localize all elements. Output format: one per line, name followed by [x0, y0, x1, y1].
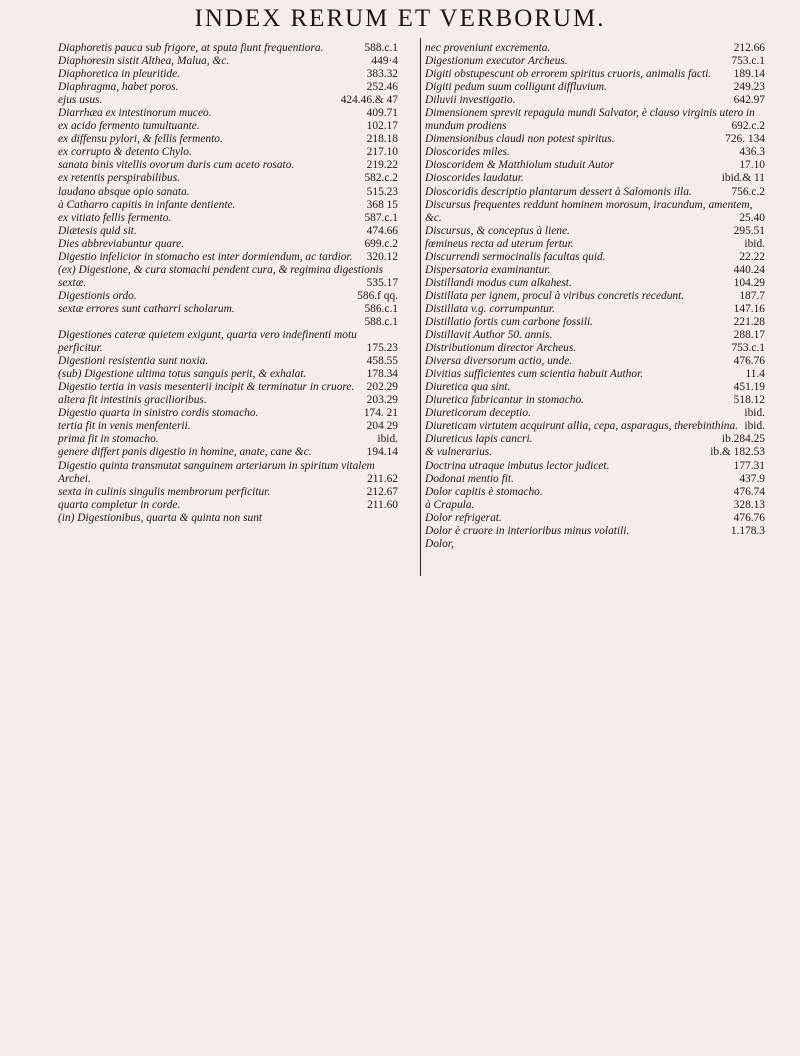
index-entry [58, 329, 398, 355]
entry-text: Dolor, [425, 537, 454, 550]
index-entry [58, 133, 398, 146]
index-entry [425, 264, 765, 277]
entry-page-reference: 288.17 [731, 329, 765, 342]
entry-text: Discursus, & conceptus à liene. [425, 224, 570, 237]
entry-page-reference: 218.18 [364, 133, 398, 146]
entry-page-reference: ibid. [374, 433, 398, 446]
entry-page-reference: 219.22 [364, 159, 398, 172]
index-entry [425, 107, 765, 133]
entry-page-reference: 202.29 [364, 381, 398, 394]
entry-text: Digestio quinta transmutat sanguinem arteriarum in spiritum vitalem Archei. [58, 459, 375, 485]
entry-text: fœmineus recta ad uterum fertur. [425, 237, 574, 250]
entry-text: Divitias sufficientes cum scientia habuit Author. [425, 368, 644, 381]
entry-text: Dioscorides miles. [425, 146, 510, 159]
entry-page-reference: 1.178.3 [728, 525, 765, 538]
index-entry [58, 238, 398, 251]
entry-page-reference: 582.c.2 [361, 172, 398, 185]
entry-page-reference: 22.22 [736, 251, 765, 264]
index-entry [425, 303, 765, 316]
entry-page-reference: 424.46.& 47 [338, 94, 398, 107]
entry-page-reference: 328.13 [731, 499, 765, 512]
entry-page-reference: 440.24 [731, 264, 765, 277]
index-entry [425, 473, 765, 486]
index-entry [58, 446, 398, 459]
right-index-column [425, 42, 765, 1042]
entry-page-reference: 211.60 [364, 499, 398, 512]
entry-text: Doctrina utraque imbutus lector judicet. [425, 459, 610, 472]
entry-text: Digestio infelicior in stomacho est inter dormiendum, ac tardior. [58, 250, 353, 263]
page-header [0, 0, 800, 41]
entry-text: Diversa diversorum actio, unde. [425, 355, 573, 368]
entry-page-reference: 211.62 [364, 473, 398, 486]
index-entry [58, 433, 398, 446]
entry-page-reference: 476.76 [731, 512, 765, 525]
entry-page-reference: 476.76 [731, 355, 765, 368]
index-entry [58, 159, 398, 172]
entry-page-reference: 436.3 [736, 146, 765, 159]
entry-text: à Catharro capitis in infante dentiente. [58, 198, 236, 211]
entry-text: nec proveniunt excrementa. [425, 42, 551, 54]
column-divider [420, 38, 421, 576]
entry-text: Diluvii investigatio. [425, 94, 516, 107]
entry-page-reference: 175.23 [364, 342, 398, 355]
index-entry [58, 94, 398, 107]
entry-text: (in) Digestionibus, quarta & quinta non sunt [58, 511, 263, 524]
entry-text: Dolor è cruore in interioribus minus volatili. [425, 524, 630, 537]
entry-text: Diaphoresin sistit Althea, Malua, &c. [58, 55, 230, 68]
index-entry [58, 499, 398, 512]
index-entry [425, 446, 765, 459]
entry-page-reference: 368 15 [364, 199, 398, 212]
entry-page-reference: 383.32 [364, 68, 398, 81]
index-entry [58, 42, 398, 55]
entry-text: tertia fit in venis menfenterii. [58, 420, 191, 433]
entry-page-reference: 437.9 [736, 473, 765, 486]
entry-text: Dolor capitis è stomacho. [425, 485, 543, 498]
index-entry [425, 94, 765, 107]
entry-page-reference: 147.16 [731, 303, 765, 316]
entry-page-reference: ibid.& 11 [719, 172, 765, 185]
entry-text: Distillandi modus cum alkahest. [425, 276, 572, 289]
index-entry [425, 42, 765, 55]
entry-text: prima fit in stomacho. [58, 433, 159, 446]
entry-page-reference: 458.55 [364, 355, 398, 368]
entry-page-reference: 295.51 [731, 225, 765, 238]
index-entry [425, 199, 765, 225]
entry-page-reference: 753.c.1 [728, 342, 765, 355]
entry-page-reference: 535.17 [364, 277, 398, 290]
entry-text: Digiti obstupescunt ob errorem spiritus cruoris, animalis facti. [425, 68, 712, 81]
entry-text: Dimensionem sprevit repagula mundi Salvator, è clauso virginis utero in mundum prodiens [425, 107, 755, 133]
entry-page-reference: ibid. [741, 407, 765, 420]
index-entry [425, 499, 765, 512]
index-entry [58, 146, 398, 159]
index-entry [425, 316, 765, 329]
entry-text: (ex) Digestione, & cura stomachi pendent cura, & regimina digestionis sextæ. [58, 263, 384, 289]
index-entry [425, 394, 765, 407]
entry-page-reference: 699.c.2 [361, 238, 398, 251]
index-entry [425, 381, 765, 394]
entry-text: laudano absque opio sanata. [58, 185, 190, 198]
index-entry [425, 251, 765, 264]
left-index-column [58, 42, 398, 1042]
index-entry [58, 107, 398, 120]
index-entry [425, 368, 765, 381]
entry-text: Digestionum executor Archeus. [425, 55, 568, 68]
entry-page-reference: 25.40 [736, 212, 765, 225]
entry-text: (sub) Digestione ultima totus sanguis perit, & exhalat. [58, 368, 307, 381]
entry-text: Diaphoretis pauca sub frigore, at sputa fiunt frequentiora. [58, 42, 324, 54]
index-entry [425, 460, 765, 473]
index-entry [425, 355, 765, 368]
entry-text: ex diffensu pylori, & fellis fermento. [58, 133, 223, 146]
index-entry [58, 251, 398, 264]
index-entry [58, 394, 398, 407]
index-entry [58, 486, 398, 499]
index-entry [58, 381, 398, 394]
index-entry [58, 420, 398, 433]
entry-page-reference: 252.46 [364, 81, 398, 94]
entry-page-reference: 587.c.1 [361, 212, 398, 225]
index-entry [58, 212, 398, 225]
entry-text: Dolor refrigerat. [425, 511, 502, 524]
index-entry [425, 159, 765, 172]
entry-page-reference: 756.c.2 [728, 186, 765, 199]
entry-text: Distillavit Author 50. annis. [425, 329, 553, 342]
entry-page-reference: 217.10 [364, 146, 398, 159]
entry-page-reference: 249.23 [731, 81, 765, 94]
index-entry [58, 355, 398, 368]
index-entry [58, 290, 398, 303]
index-entry [425, 68, 765, 81]
entry-page-reference: 178.34 [364, 368, 398, 381]
index-entry [425, 525, 765, 538]
entry-page-reference: 476.74 [731, 486, 765, 499]
entry-page-reference: ibid. [741, 420, 765, 433]
index-entry [58, 172, 398, 185]
entry-page-reference: 726. 134 [722, 133, 765, 146]
entry-page-reference: 174. 21 [361, 407, 398, 420]
entry-text: Dies abbreviabuntur quare. [58, 237, 185, 250]
entry-text: Diætesis quid sit. [58, 224, 137, 237]
index-entry [58, 460, 398, 486]
entry-text: Diureticus lapis cancri. [425, 433, 533, 446]
entry-text: Distributionum director Archeus. [425, 342, 577, 355]
entry-page-reference: 515.23 [364, 186, 398, 199]
entry-page-reference: ibid. [741, 238, 765, 251]
entry-text: Diureticorum deceptio. [425, 407, 531, 420]
entry-text: Dioscoridis descriptio plantarum dessert à Salomonis illa. [425, 185, 692, 198]
entry-text: Diuretica qua sint. [425, 381, 511, 394]
entry-text: Distillata per ignem, procul à viribus concretis recedunt. [425, 289, 685, 302]
entry-text: à Crapula. [425, 498, 475, 511]
entry-text: Digestio tertia in vasis mesenterii incipit & terminatur in cruore. [58, 381, 355, 394]
entry-text: Diarrhæa ex intestinorum muceo. [58, 107, 212, 120]
entry-page-reference: 320.12 [364, 251, 398, 264]
entry-text: Dioscorides laudatur. [425, 172, 524, 185]
index-title: INDEX RERUM ET VERBORUM. [194, 5, 606, 32]
entry-page-reference: 586.f qq. [354, 290, 398, 303]
entry-text: Digiti pedum suum colligunt diffluvium. [425, 81, 607, 94]
entry-text: Dodonai mentio fit. [425, 472, 514, 485]
entry-text: sanata binis vitellis ovorum duris cum aceto rosato. [58, 159, 295, 172]
entry-text: ex retentis perspirabilibus. [58, 172, 181, 185]
entry-text: Diaphoretica in pleuritide. [58, 68, 181, 81]
index-entry [58, 407, 398, 420]
index-entry [425, 342, 765, 355]
index-entry [425, 512, 765, 525]
index-entry [58, 68, 398, 81]
entry-text: & vulnerarius. [425, 446, 493, 459]
entry-page-reference: 187.7 [736, 290, 765, 303]
entry-page-reference: 518.12 [731, 394, 765, 407]
index-entry [58, 199, 398, 212]
entry-text: Distillatio fortis cum carbone fossili. [425, 315, 594, 328]
entry-text: genere differt panis digestio in homine, anate, cane &c. [58, 446, 312, 459]
entry-text: Diaphragma, habet poros. [58, 81, 179, 94]
entry-text: Digestio quarta in sinistro cordis stomacho. [58, 407, 259, 420]
entry-page-reference: 588.c.1 [58, 316, 398, 329]
entry-text: quarta completur in corde. [58, 498, 181, 511]
entry-page-reference: 194.14 [364, 446, 398, 459]
entry-page-reference: 11.4 [742, 368, 765, 381]
entry-page-reference: 221.28 [731, 316, 765, 329]
index-entry [425, 420, 765, 433]
index-entry [425, 433, 765, 446]
index-entry [58, 368, 398, 381]
index-entry [425, 172, 765, 185]
index-entry [425, 225, 765, 238]
entry-page-reference: 588.c.1 [361, 42, 398, 55]
entry-text: Discursus frequentes reddunt hominem morosum, iracundum, amentem, &c. [425, 198, 753, 224]
index-entry [425, 486, 765, 499]
entry-page-reference: 203.29 [364, 394, 398, 407]
index-entry [58, 55, 398, 68]
entry-page-reference: ib.284.25 [719, 433, 765, 446]
entry-text: sexta in culinis singulis membrorum perficitur. [58, 485, 271, 498]
entry-text: Dimensionibus claudi non potest spiritus. [425, 133, 615, 146]
entry-page-reference: 753.c.1 [728, 55, 765, 68]
entry-page-reference: 204 29 [364, 420, 398, 433]
entry-page-reference: ib.& 182.53 [707, 446, 765, 459]
index-entry [58, 316, 398, 329]
index-entry [58, 81, 398, 94]
entry-text: Dispersatoria examinantur. [425, 263, 551, 276]
entry-text: sextæ errores sunt catharri scholarum. [58, 302, 235, 315]
entry-page-reference: 17.10 [736, 159, 765, 172]
index-entry [58, 186, 398, 199]
entry-page-reference: 409.71 [364, 107, 398, 120]
entry-page-reference: 451.19 [731, 381, 765, 394]
index-entry [425, 238, 765, 251]
entry-text: Diureticam virtutem acquirunt allia, cepa, asparagus, therebinthina. [425, 420, 738, 433]
entry-page-reference: 212.67 [364, 486, 398, 499]
entry-page-reference: 102.17 [364, 120, 398, 133]
index-entry [425, 186, 765, 199]
index-entry [58, 512, 398, 525]
entry-text: ejus usus. [58, 94, 103, 107]
entry-text: ex acido fermento tumultuante. [58, 120, 200, 133]
index-entry [425, 133, 765, 146]
entry-page-reference: 212.66 [731, 42, 765, 55]
entry-page-reference: 177.31 [731, 460, 765, 473]
index-entry [58, 120, 398, 133]
index-entry [425, 329, 765, 342]
entry-text: Diuretica fabricantur in stomacho. [425, 394, 585, 407]
index-entry [425, 146, 765, 159]
entry-page-reference: 474.66 [364, 225, 398, 238]
entry-text: altera fit intestinis gracilioribus. [58, 394, 207, 407]
index-entry [58, 264, 398, 290]
index-entry [425, 290, 765, 303]
entry-text: Dioscoridem & Matthiolum studuit Autor [425, 159, 615, 172]
index-entry [425, 81, 765, 94]
entry-page-reference: 189.14 [731, 68, 765, 81]
entry-text: Digestiones cateræ quietem exigunt, quarta vero indefinenti motu perficitur. [58, 329, 357, 355]
entry-page-reference: 642.97 [731, 94, 765, 107]
entry-text: ex vitiato fellis fermento. [58, 211, 172, 224]
entry-text: Digestioni resistentia sunt noxia. [58, 355, 209, 368]
index-entry [58, 225, 398, 238]
entry-page-reference: 449·4 [368, 55, 398, 68]
entry-text: Digestionis ordo. [58, 289, 137, 302]
index-entry [425, 55, 765, 68]
entry-page-reference: 586.c.1 [361, 303, 398, 316]
entry-text: Distillata v.g. corrumpuntur. [425, 302, 555, 315]
entry-text: ex corrupto & detento Chylo. [58, 146, 192, 159]
index-entry [425, 277, 765, 290]
entry-page-reference: 692.c.2 [728, 120, 765, 133]
index-entry [58, 303, 398, 316]
index-entry [425, 538, 765, 551]
entry-page-reference: 104.29 [731, 277, 765, 290]
index-entry [425, 407, 765, 420]
entry-text: Discurrendi sermocinalis facultas quid. [425, 250, 606, 263]
